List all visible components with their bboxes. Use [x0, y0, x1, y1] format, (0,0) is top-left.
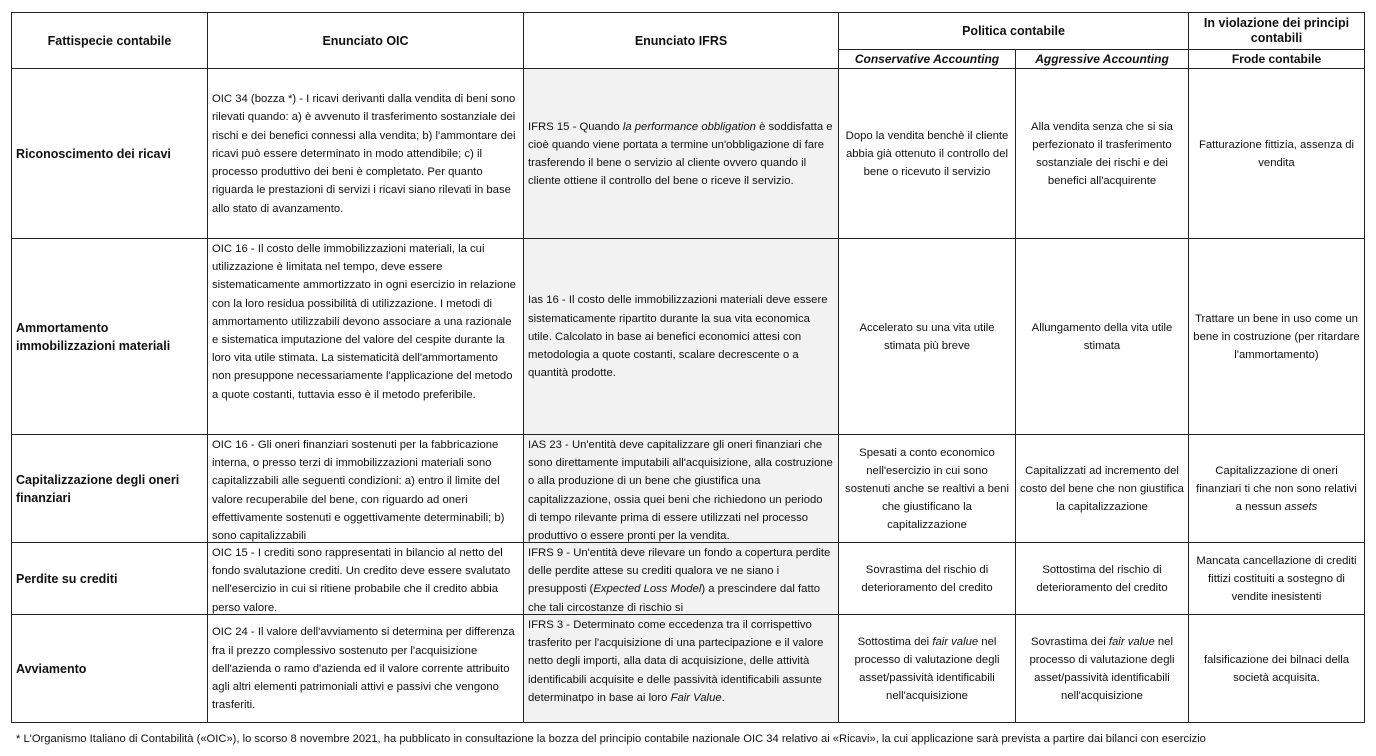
ifrs-cell	[524, 435, 839, 543]
oic-text: OIC 16 - Gli oneri finanziari sostenuti per la fabbricazione interna, o presso terzi di immobilizzazioni materiali sono capitalizzabili alle seguenti condizioni: a) entro il limite del valore recuperabile del bene, con riguardo ad oneri effettivamente sostenuti e oggettivamente determinabili; b) sono capitalizzabili	[212, 439, 505, 542]
fattispecie-cell: Perdite su crediti	[12, 543, 208, 615]
header-aggressive: Aggressive Accounting	[1016, 50, 1189, 69]
oic-cell: OIC 34 (bozza *) - I ricavi derivanti dalla vendita di beni sono rilevati quando: a) è avvenuto il trasferimento sostanziale dei rischi e dei benefici connessi alla vendita; b) l'ammontare dei ricavi può essere determinato in modo attendibile; c) il processo produttivo dei beni è completato. Per quanto riguarda le prestazioni di servizi i ricavi siano rilevati in base allo stato di avanzamento.	[208, 69, 524, 239]
header-fattispecie: Fattispecie contabile	[12, 13, 208, 69]
frode-italic-text: assets	[1284, 500, 1318, 513]
accounting-policies-table	[11, 12, 1365, 723]
ifrs-italic-text: Expected Loss Model	[593, 583, 702, 596]
table-row	[12, 615, 1365, 723]
footnote: * L'Organismo Italiano di Contabilità («OIC»), lo scorso 8 novembre 2021, ha pubblicato in consultazione la bozza del principio contabile nazionale OIC 34 relativo ai «Ricavi», la cui applicazione sarà prevista a partire dai bilanci con esercizio	[16, 733, 1206, 745]
conservative-cell: Accelerato su una vita utile stimata più breve	[839, 239, 1016, 435]
frode-cell	[1189, 435, 1365, 543]
frode-cell: falsificazione dei bilnaci della società acquisita.	[1189, 615, 1365, 723]
header-violazione: In violazione dei principi contabili	[1189, 13, 1365, 50]
aggressive-text: Sovrastima dei	[1031, 635, 1109, 648]
header-ifrs: Enunciato IFRS	[524, 13, 839, 69]
ifrs-italic-text: Fair Value	[670, 691, 722, 704]
ifrs-cell	[524, 615, 839, 723]
oic-cell: OIC 24 - Il valore dell'avviamento si determina per differenza fra il prezzo complessivo sostenuto per l'acquisizione dell'azienda o ramo d'azienda ed il valore corrente attribuito agli altri elementi patrimoniali attivi e passivi che vengono trasferiti.	[208, 615, 524, 723]
aggressive-cell	[1016, 615, 1189, 723]
ifrs-text: .	[721, 691, 725, 704]
accounting-policies-table-container	[11, 12, 1364, 723]
fattispecie-cell: Ammortamento immobilizzazioni materiali	[12, 239, 208, 435]
table-row	[12, 69, 1365, 239]
fattispecie-cell: Capitalizzazione degli oneri finanziari	[12, 435, 208, 543]
frode-cell: Trattare un bene in uso come un bene in costruzione (per ritardare l'ammortamento)	[1189, 239, 1365, 435]
table-row	[12, 543, 1365, 615]
aggressive-cell: Capitalizzati ad incremento del costo del bene che non giustifica la capitalizzazione	[1016, 435, 1189, 543]
ifrs-text-block	[528, 544, 834, 614]
fattispecie-cell: Avviamento	[12, 615, 208, 723]
conservative-text: nel processo di valutazione degli asset/passività identificabili nell'acquisizione	[854, 635, 1000, 702]
conservative-italic-text: fair value	[932, 635, 979, 648]
fattispecie-cell: Riconoscimento dei ricavi	[12, 69, 208, 239]
table-row	[12, 239, 1365, 435]
ifrs-text: ) a prescindere dal fatto che tali circostanze di rischio si	[528, 583, 821, 614]
frode-text: Capitalizzazione di oneri finanziari ti che non sono relativi a nessun	[1196, 464, 1357, 513]
ifrs-text: IFRS 3 - Determinato come eccedenza tra il corrispettivo trasferito per l'acquisizione di una partecipazione e il valore netto degli importi, alla data di acquisizione, delle attività identificabili acquisite e delle passività identificabili assunte determinatpo in base ai loro	[528, 619, 824, 704]
conservative-cell	[839, 615, 1016, 723]
conservative-cell: Dopo la vendita benchè il cliente abbia già ottenuto il controllo del bene o ricevuto il servizio	[839, 69, 1016, 239]
table-row	[12, 435, 1365, 543]
oic-cell	[208, 543, 524, 615]
ifrs-cell	[524, 69, 839, 239]
oic-cell	[208, 435, 524, 543]
header-oic: Enunciato OIC	[208, 13, 524, 69]
ifrs-italic-text: la performance obbligation	[622, 120, 756, 133]
aggressive-text: nel processo di valutazione degli asset/passività identificabili nell'acquisizione	[1029, 635, 1175, 702]
conservative-cell: Sovrastima del rischio di deterioramento del credito	[839, 543, 1016, 615]
oic-text: OIC 15 - I crediti sono rappresentati in bilancio al netto del fondo svalutazione crediti. Un credito deve essere svalutato nell'esercizio in cui si ritiene probabile che il credito abbia perso valore.	[212, 547, 511, 614]
conservative-text: Sottostima dei	[857, 635, 933, 648]
frode-cell: Fatturazione fittizia, assenza di vendita	[1189, 69, 1365, 239]
aggressive-cell: Sottostima del rischio di deterioramento del credito	[1016, 543, 1189, 615]
conservative-cell: Spesati a conto economico nell'esercizio in cui sono sostenuti anche se realtivi a beni che giustificano la capitalizzazione	[839, 435, 1016, 543]
aggressive-cell: Alla vendita senza che si sia perfezionato il trasferimento sostanziale dei rischi e dei benefici all'acquirente	[1016, 69, 1189, 239]
ifrs-text: IAS 23 - Un'entità deve capitalizzare gli oneri finanziari che sono direttamente imputabili all'acquisizione, alla costruzione o alla produzione di un bene che giustifica una capitalizzazione, ossia quei beni che richiedono un periodo di tempo rilevante prima di essere utilizzati nel processo produttivo o essere pronti per la vendita.	[528, 439, 833, 542]
frode-cell: Mancata cancellazione di crediti fittizi costituiti a sostegno di vendite inesistenti	[1189, 543, 1365, 615]
header-politica: Politica contabile	[839, 13, 1189, 50]
ifrs-text: è soddisfatta e cioè quando viene portata a termine un'obbligazione di fare trasferendo il bene o servizio al cliente ovvero quando il cliente ottiene il controllo del bene o riceve il servizio.	[528, 120, 833, 188]
header-frode: Frode contabile	[1189, 50, 1365, 69]
ifrs-cell	[524, 543, 839, 615]
ifrs-cell: Ias 16 - Il costo delle immobilizzazioni materiali deve essere sistematicamente ripartito durante la sua vita economica utile. Calcolato in base ai benefici economici attesi con metodologia a quote costanti, scalare decrescente o a quantità prodotte.	[524, 239, 839, 435]
header-conservative: Conservative Accounting	[839, 50, 1016, 69]
aggressive-cell: Allungamento della vita utile stimata	[1016, 239, 1189, 435]
aggressive-italic-text: fair value	[1108, 635, 1155, 648]
oic-cell: OIC 16 - Il costo delle immobilizzazioni materiali, la cui utilizzazione è limitata nel tempo, deve essere sistematicamente ammortizzato in ogni esercizio in relazione con la loro residua possibilità di utilizzazione. I metodi di ammortamento utilizzabili devono associare a una razionale e sistematica imputazione del valore del cespite durante la loro vita utile stimata. La sistematicità dell'ammortamento non presuppone necessariamente l'applicazione del metodo a quote costanti, tuttavia esso è il metodo preferibile.	[208, 239, 524, 435]
ifrs-text: IFRS 9 - Un'entità deve rilevare un fondo a copertura perdite delle perdite attese su crediti qualora ve ne siano i presupposti (	[528, 547, 831, 596]
ifrs-text: IFRS 15 - Quando	[528, 120, 623, 133]
